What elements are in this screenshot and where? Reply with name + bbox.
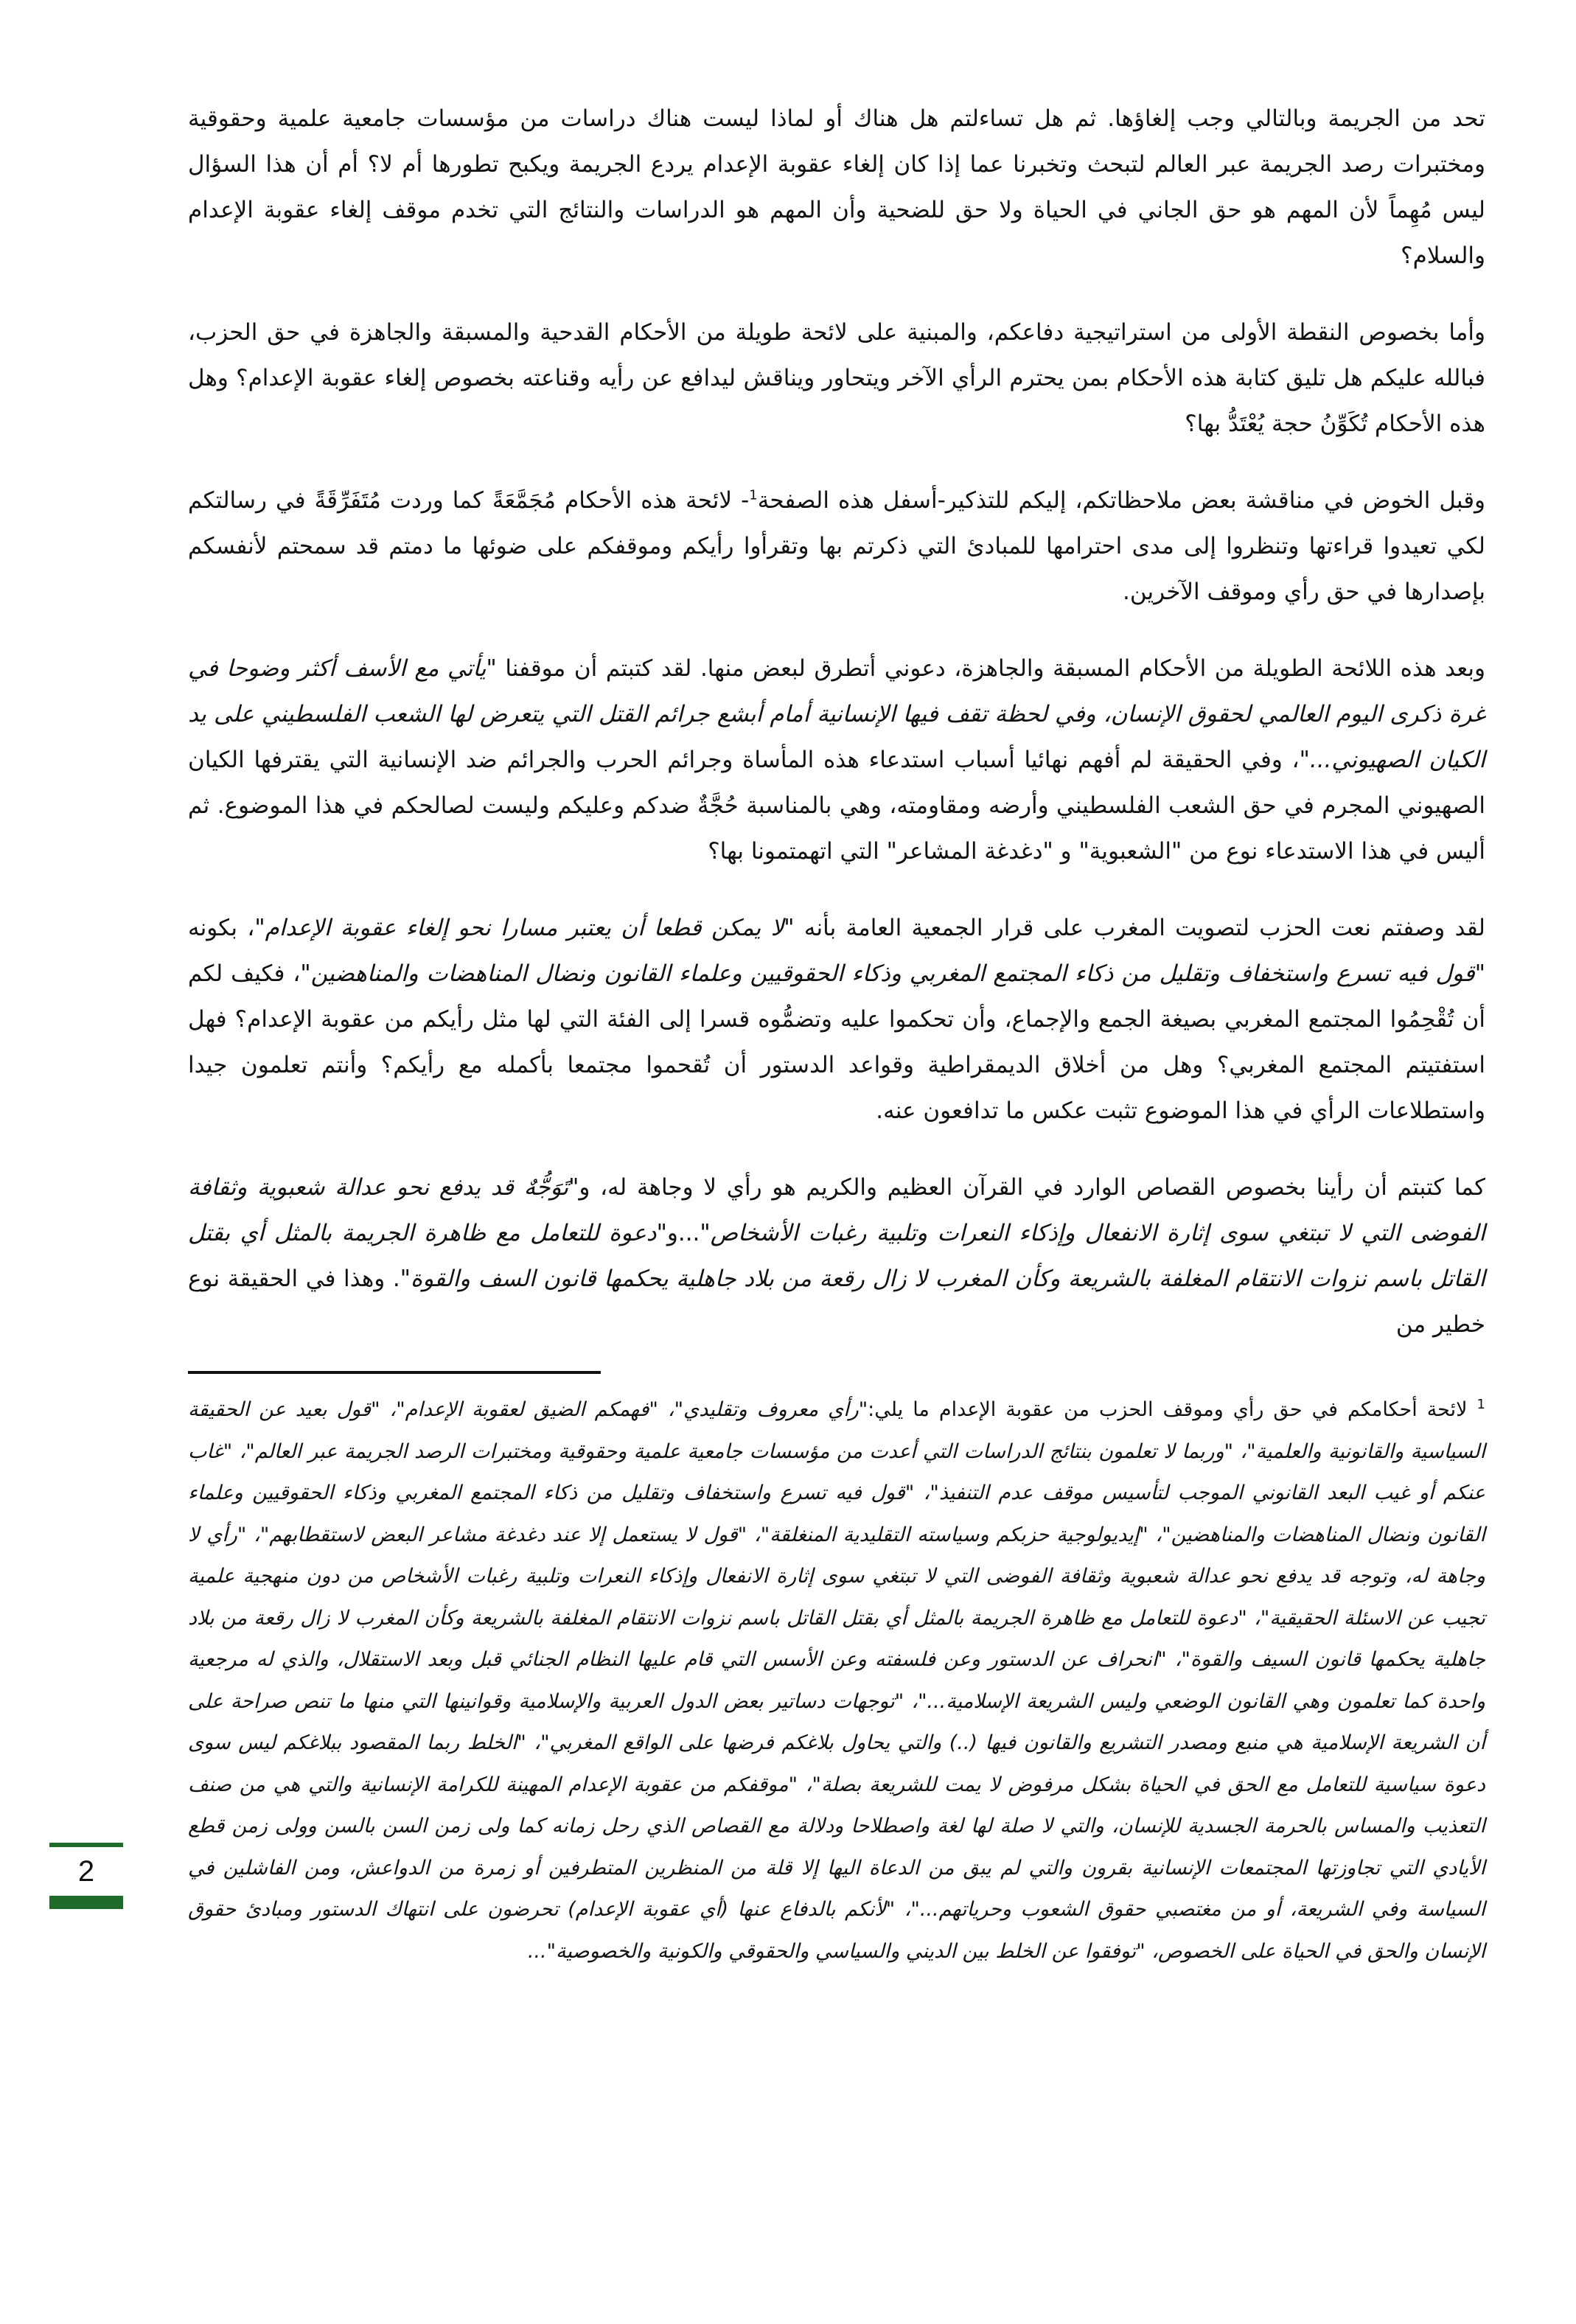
footnote-separator — [188, 1371, 601, 1374]
paragraph-text: لقد وصفتم نعت الحزب لتصويت المغرب على قرار الجمعية العامة بأنه " — [784, 915, 1485, 941]
paragraph-text: وقبل الخوض في مناقشة بعض ملاحظاتكم، إليكم للتذكير-أسفل هذه الصفحة — [757, 487, 1485, 514]
paragraph-4 — [188, 646, 1485, 874]
page-number-block — [49, 1843, 123, 1909]
paragraph-5 — [188, 905, 1485, 1134]
paragraph-text: "، بكونه " — [188, 915, 1485, 987]
paragraph-text: كما كتبتم أن رأينا بخصوص القصاص الوارد في القرآن العظيم والكريم هو رأي لا وجاهة له، و" — [568, 1174, 1485, 1201]
paragraph-text: وأما بخصوص النقطة الأولى من استراتيجية دفاعكم، والمبنية على لائحة طويلة من الأحكام القدحية والمسبقة والجاهزة في حق الحزب، فبالله عليكم هل تليق كتابة هذه الأحكام بمن يحترم الرأي الآخر ويتحاور ويناقش ليدافع عن رأيه وقناعته بخصوص إلغاء عقوبة الإعدام؟ وهل هذه الأحكام تُكَوِّنُ حجة يُعْتَدُّ بها؟ — [188, 319, 1485, 437]
paragraph-text: تحد من الجريمة وبالتالي وجب إلغاؤها. ثم هل تساءلتم هل هناك أو لماذا ليست هناك دراسات من مؤسسات جامعية علمية وحقوقية ومختبرات رصد الجريمة عبر العالم لتبحث وتخبرنا عما إذا كان إلغاء عقوبة الإعدام يردع الجريمة ويكبح تطورها أم لا؟ أم أن هذا السؤال ليس مُهِماً لأن المهم هو حق الجاني في الحياة ولا حق للضحية وأن المهم هو الدراسات والنتائج التي تخدم موقف إلغاء عقوبة الإعدام والسلام؟ — [188, 105, 1485, 269]
paragraph-3 — [188, 478, 1485, 615]
footnote — [188, 1389, 1485, 1972]
quoted-text: قول فيه تسرع واستخفاف وتقليل من ذكاء المجتمع المغربي وذكاء الحقوقيين وعلماء القانون ونضال المناهضات والمناهضين — [310, 960, 1475, 987]
page-number-bottom-bar — [49, 1896, 123, 1909]
paragraph-1 — [188, 96, 1485, 279]
quoted-text: تَوَجُّهٌ قد يدفع نحو عدالة شعبوية وثقافة الفوضى التي لا تبتغي سوى إثارة الانفعال وإذكاء النعرات وتلبية رغبات الأشخاص — [188, 1174, 1485, 1246]
paragraph-6 — [188, 1165, 1485, 1347]
paragraph-text: وبعد هذه اللائحة الطويلة من الأحكام المسبقة والجاهزة، دعوني أتطرق لبعض منها. لقد كتبتم أن موقفنا " — [486, 655, 1485, 682]
page-body — [188, 96, 1485, 1378]
paragraph-2 — [188, 310, 1485, 447]
quoted-text: دعوة للتعامل مع ظاهرة الجريمة بالمثل أي بقتل القاتل باسم نزوات الانتقام المغلفة بالشريعة وكأن المغرب لا زال رقعة من بلاد جاهلية يحكمها قانون السف والقوة — [188, 1220, 1485, 1292]
footnote-intro: لائحة أحكامكم في حق رأي وموقف الحزب من عقوبة الإعدام ما يلي: — [868, 1398, 1468, 1421]
paragraph-text: ". وهذا في الحقيقة نوع خطير من — [188, 1266, 1485, 1338]
footnote-number: 1 — [1476, 1397, 1485, 1412]
quoted-text: يأتي مع الأسف أكثر وضوحا في غرة ذكرى اليوم العالمي لحقوق الإنسان، وفي لحظة تقف فيها الإنسانية أمام أبشع جرائم القتل التي يتعرض لها الشعب الفلسطيني على يد الكيان الصهيوني... — [188, 655, 1485, 773]
paragraph-text: "، فكيف لكم أن تُقْحِمُوا المجتمع المغربي بصيغة الجمع والإجماع، وأن تحكموا عليه وتضمُّوه قسرا إلى الفئة التي لها مثل رأيكم من عقوبة الإعدام؟ فهل استفتيتم المجتمع المغربي؟ وهل من أخلاق الديمقراطية وقواعد الدستور أن تُقحموا مجتمعا بأكمله مع رأيكم؟ وأنتم تعلمون جيدا واستطلاعات الرأي في هذا الموضوع تثبت عكس ما تدافعون عنه. — [188, 960, 1485, 1124]
footnote-quotes: "رأي معروف وتقليدي"، "فهمكم الضيق لعقوبة الإعدام"، "قول بعيد عن الحقيقة السياسية والقانونية والعلمية"، "وربما لا تعلمون بنتائج الدراسات التي أعدت من مؤسسات جامعية علمية وحقوقية ومختبرات الرصد الجريمة عبر العالم"، "غاب عنكم أو غيب البعد القانوني الموجب لتأسيس موقف عدم التنفيذ"، "قول فيه تسرع واستخفاف وتقليل من ذكاء المجتمع المغربي وذكاء الحقوقيين وعلماء القانون ونضال المناهضات والمناهضين"، "إيديولوجية حزبكم وسياسته التقليدية المنغلقة"، "قول لا يستعمل إلا عند دغدغة مشاعر البعض لاستقطابهم"، "رأي لا وجاهة له، وتوجه قد يدفع نحو عدالة شعبوية وثقافة الفوضى التي لا تبتغي سوى إثارة الانفعال وإذكاء النعرات وتلبية رغبات الأشخاص من دون منهجية علمية تجيب عن الاسئلة الحقيقية"، "دعوة للتعامل مع ظاهرة الجريمة بالمثل أي بقتل القاتل باسم نزوات الانتقام المغلفة بالشريعة وكأن المغرب لا زال رقعة من بلاد جاهلية يحكمها قانون السيف والقوة"، "انحراف عن الدستور وعن فلسفته وعن الأسس التي قام عليها النظام الجنائي قبل وبعد الاستقلال، والذي له مرجعية واحدة كما تعلمون وهي القانون الوضعي وليس الشريعة الإسلامية..."، "توجهات دساتير بعض الدول العربية والإسلامية وقوانينها التي منها ما تنص صراحة على أن الشريعة الإسلامية هي منبع ومصدر التشريع والقانون فيها (..) والتي يحاول بلاغكم فرضها على الواقع المغربي"، "الخلط ربما المقصود ببلاغكم ليس سوى دعوة سياسية للتعامل مع الحق في الحياة بشكل مرفوض لا يمت للشريعة بصلة"، "موقفكم من عقوبة الإعدام المهينة للكرامة الإنسانية والتي هي من صنف التعذيب والمساس بالحرمة الجسدية للإنسان، والتي لا صلة لها لغة واصطلاحا ودلالة مع القصاص الذي رحل زمانه كما ولى زمن السن بالسن وولى زمن قطع الأيادي التي تجاوزتها المجتمعات الإنسانية بقرون والتي لم يبق من الدعاة اليها إلا قلة من المنظرين المتطرفين أو زمرة من الدواعش، ومن الفاشلين في السياسة وفي الشريعة، أو من مغتصبي حقوق الشعوب وحرياتهم..."، "لأنكم بالدفاع عنها (أي عقوبة الإعدام) تحرضون على انتهاك الدستور ومبادئ حقوق الإنسان والحق في الحياة على الخصوص، "توفقوا عن الخلط بين الديني والسياسي والحقوقي والكونية والخصوصية"... — [188, 1398, 1486, 1963]
paragraph-text: "...و" — [656, 1220, 711, 1246]
page-number: 2 — [77, 1855, 95, 1888]
paragraph-text: - لائحة هذه الأحكام مُجَمَّعَةً كما وردت مُتَفَرِّقَةً في رسالتكم لكي تعيدوا قراءتها وتنظروا إلى مدى احترامها للمبادئ التي ذكرتم بها وتقرأوا رأيكم وموقفكم على ضوئها ما دمتم قد سمحتم لأنفسكم بإصدارها في حق رأي وموقف الآخرين. — [188, 487, 1485, 605]
quoted-text: لا يمكن قطعا أن يعتبر مسارا نحو إلغاء عقوبة الإعدام — [265, 915, 784, 941]
paragraph-text: "، وفي الحقيقة لم أفهم نهائيا أسباب استدعاء هذه المأساة وجرائم الحرب والجرائم ضد الإنسانية التي يقترفها الكيان الصهيوني المجرم في حق الشعب الفلسطيني وأرضه ومقاومته، وهي بالمناسبة حُجَّةٌ ضدكم وعليكم وليست لصالحكم في هذا الموضوع. ثم أليس في هذا الاستدعاء نوع من "الشعبوية" و "دغدغة المشاعر" التي اتهمتمونا بها؟ — [188, 747, 1485, 865]
footnote-reference[interactable]: 1 — [749, 487, 758, 503]
